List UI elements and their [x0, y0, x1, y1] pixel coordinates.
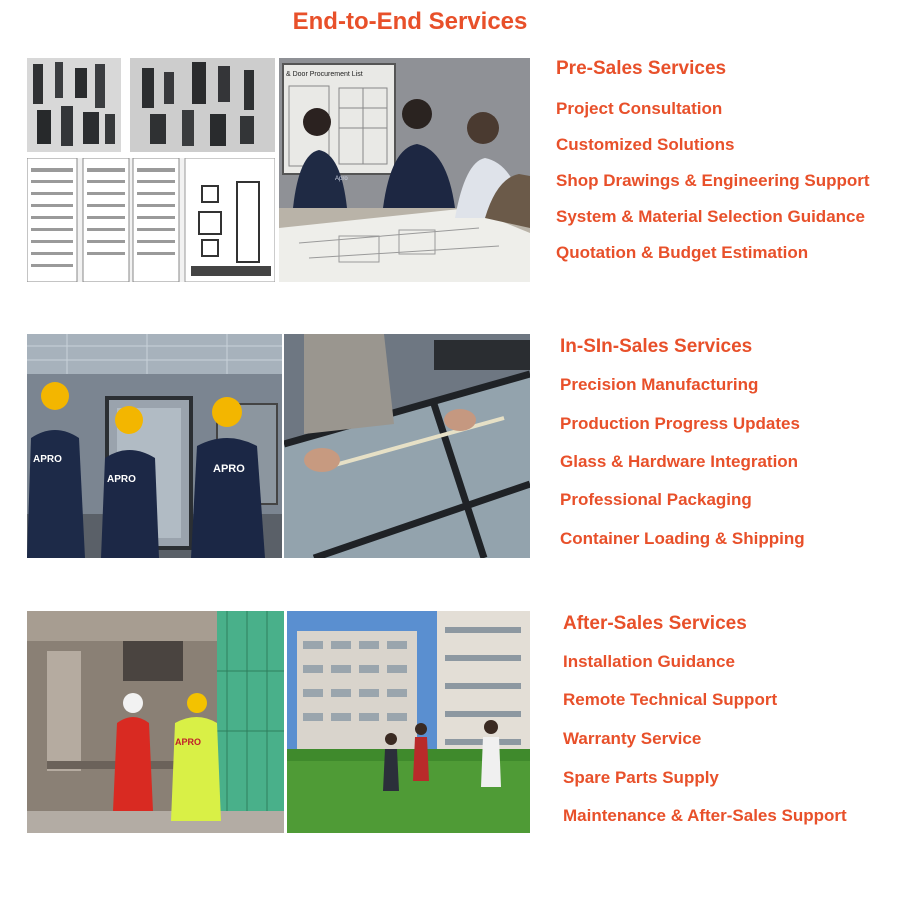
pre-sales-heading: Pre-Sales Services: [556, 58, 727, 79]
board-title-text: & Door Procurement List: [286, 71, 363, 78]
shirt-logo-text: APRO: [213, 463, 245, 475]
building-inspection-photo: [287, 611, 530, 833]
aluminum-profiles-photo: [27, 58, 121, 152]
vest-logo-text: APRO: [175, 737, 202, 747]
glass-frame-measurement-photo: [284, 334, 530, 558]
pre-sales-item: Customized Solutions: [556, 135, 735, 154]
pre-sales-item: System & Material Selection Guidance: [556, 207, 865, 226]
in-sales-item: Glass & Hardware Integration: [560, 452, 799, 471]
aluminum-profiles-photo-2: [130, 58, 275, 152]
in-sales-item: Container Loading & Shipping: [560, 529, 805, 548]
shirt-logo-text: Apro: [335, 176, 348, 182]
consultation-meeting-photo: [279, 58, 530, 282]
after-sales-item: Maintenance & After-Sales Support: [563, 806, 847, 825]
in-sales-heading: In-SIn-Sales Services: [560, 336, 753, 357]
after-sales-item: Spare Parts Supply: [563, 768, 719, 787]
pre-sales-item: Shop Drawings & Engineering Support: [556, 171, 870, 190]
shirt-logo-text: APRO: [107, 474, 136, 485]
after-sales-item: Installation Guidance: [563, 652, 735, 671]
technical-drawings-photo: [27, 158, 275, 282]
page-title: End-to-End Services: [292, 8, 528, 35]
in-sales-item: Production Progress Updates: [560, 414, 800, 433]
in-sales-item: Precision Manufacturing: [560, 375, 759, 394]
site-installation-photo: [27, 611, 284, 833]
after-sales-item: Warranty Service: [563, 729, 702, 748]
pre-sales-item: Quotation & Budget Estimation: [556, 243, 809, 262]
after-sales-heading: After-Sales Services: [563, 613, 747, 634]
shirt-logo-text: APRO: [33, 454, 62, 465]
after-sales-item: Remote Technical Support: [563, 690, 778, 709]
pre-sales-item: Project Consultation: [556, 99, 723, 118]
in-sales-item: Professional Packaging: [560, 490, 752, 509]
factory-workers-photo: [27, 334, 282, 558]
